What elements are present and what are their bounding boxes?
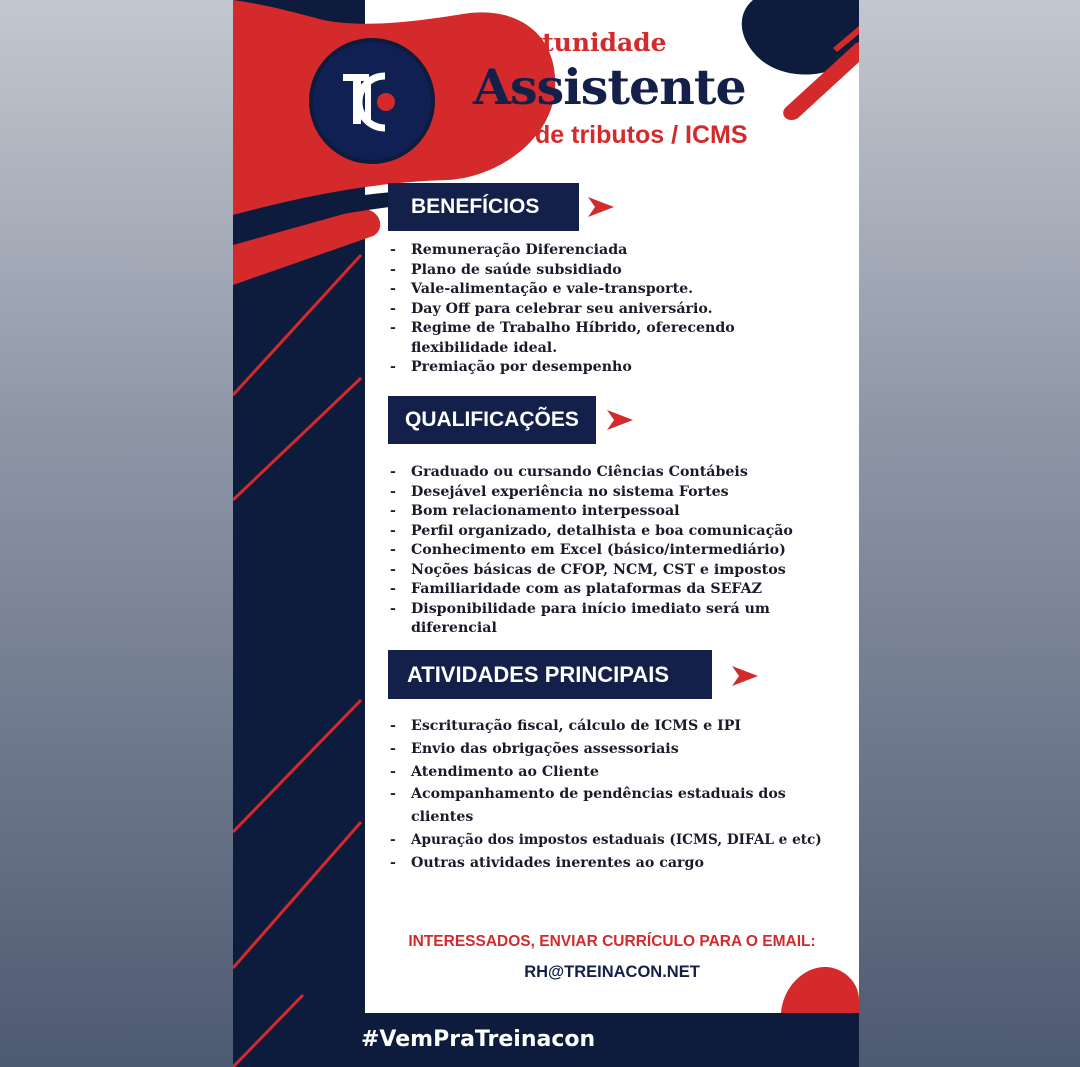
list-item: - Conhecimento em Excel (básico/intermediário)	[383, 541, 859, 561]
list-item: - Apuração dos impostos estaduais (ICMS, DIFAL e etc)	[383, 829, 859, 852]
list-item: - Disponibilidade para início imediato será um diferencial	[383, 600, 821, 639]
contact-email[interactable]: RH@TREINACON.NET	[524, 963, 700, 981]
job-title: Assistente	[473, 58, 746, 116]
arrow-right-icon	[730, 664, 760, 688]
arrow-right-icon	[605, 408, 635, 432]
benefits-list	[383, 241, 859, 378]
list-item: - Atendimento ao Cliente	[383, 761, 859, 784]
treinacon-logo-icon	[313, 42, 431, 160]
qualifications-heading: QUALIFICAÇÕES	[388, 396, 596, 444]
job-subtitle: de tributos / ICMS	[535, 121, 748, 149]
footer-hashtag: #VemPraTreinacon	[361, 1027, 596, 1052]
list-item: - Day Off para celebrar seu aniversário.	[383, 300, 859, 320]
list-item: - Envio das obrigações assessoriais	[383, 738, 859, 761]
activities-heading: ATIVIDADES PRINCIPAIS	[388, 650, 712, 699]
opportunity-label: Oportunidade	[473, 28, 667, 57]
list-item: - Bom relacionamento interpessoal	[383, 502, 859, 522]
list-item: - Premiação por desempenho	[383, 358, 859, 378]
arrow-right-icon	[586, 195, 616, 219]
list-item: - Vale-alimentação e vale-transporte.	[383, 280, 859, 300]
list-item: - Outras atividades inerentes ao cargo	[383, 852, 859, 875]
list-item: - Familiaridade com as plataformas da SEFAZ	[383, 580, 859, 600]
list-item: - Regime de Trabalho Híbrido, oferecendo flexibilidade ideal.	[383, 319, 771, 358]
list-item: - Noções básicas de CFOP, NCM, CST e impostos	[383, 561, 859, 581]
list-item: - Desejável experiência no sistema Fortes	[383, 483, 859, 503]
activities-list	[383, 715, 859, 875]
list-item: - Graduado ou cursando Ciências Contábeis	[383, 463, 859, 483]
list-item: - Escrituração fiscal, cálculo de ICMS e IPI	[383, 715, 859, 738]
qualifications-list	[383, 463, 859, 639]
list-item: - Remuneração Diferenciada	[383, 241, 859, 261]
list-item: - Plano de saúde subsidiado	[383, 261, 859, 281]
cta-text: INTERESSADOS, ENVIAR CURRÍCULO PARA O EMAIL:	[408, 933, 816, 950]
job-poster	[233, 0, 859, 1067]
list-item: - Acompanhamento de pendências estaduais dos clientes	[383, 783, 851, 829]
benefits-heading: BENEFÍCIOS	[388, 183, 579, 231]
list-item: - Perfil organizado, detalhista e boa comunicação	[383, 522, 859, 542]
